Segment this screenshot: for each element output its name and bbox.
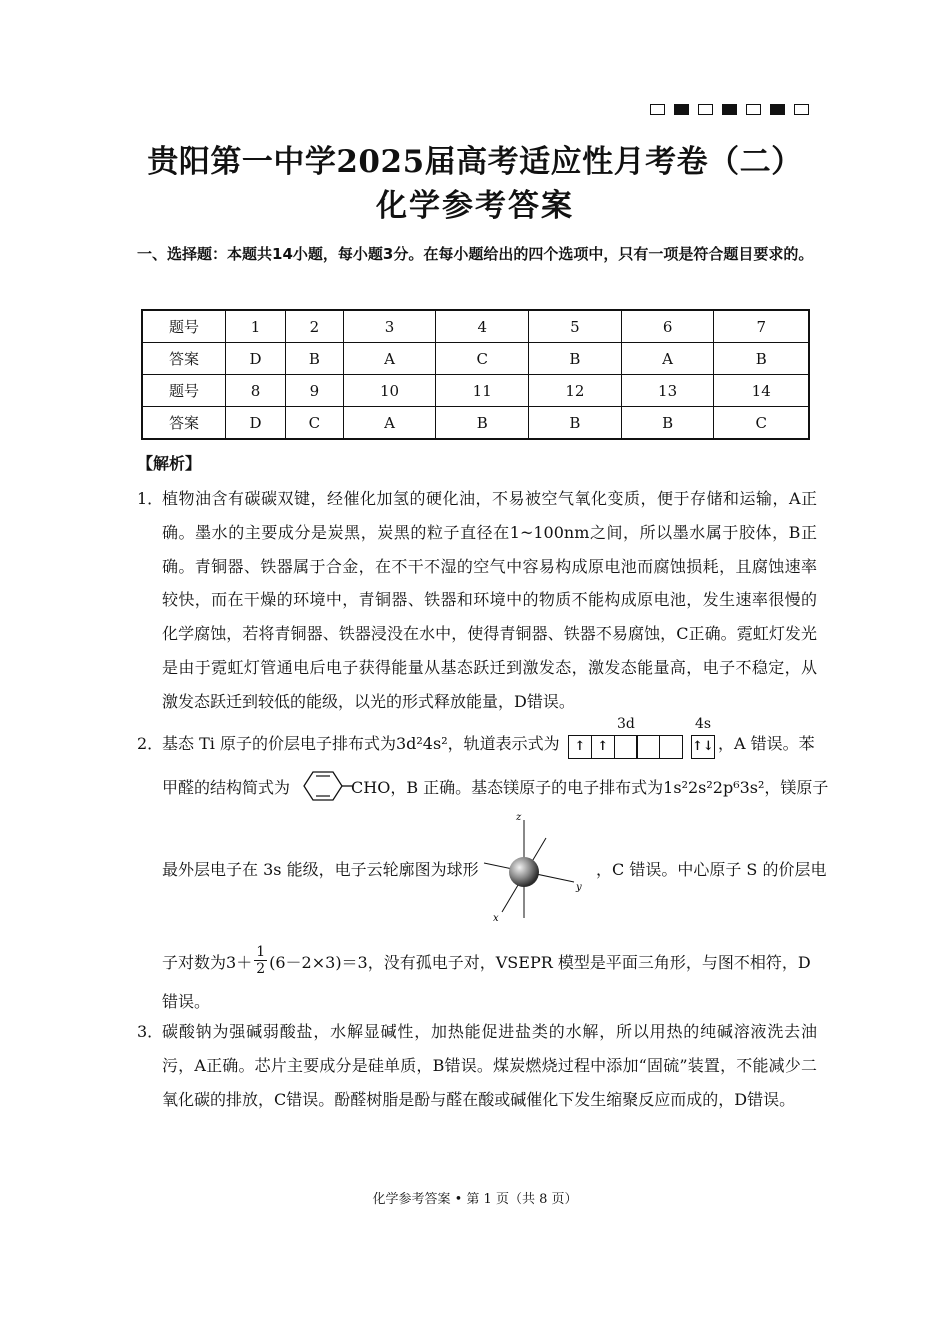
question-2-line-3 [162, 857, 479, 880]
answer-cell: B [529, 407, 622, 440]
q2-text: 错误。 [162, 992, 211, 1011]
q2-text: ，轨道表示式为 [447, 734, 560, 753]
cho-group: CHO [351, 778, 391, 797]
answer-cell: 8 [226, 375, 286, 407]
answer-cell: A [343, 343, 436, 375]
q2-text: 甲醛的结构简式为 [162, 778, 291, 797]
answer-cell: 1 [226, 310, 286, 343]
table-row [142, 310, 809, 343]
table-row [142, 375, 809, 407]
equation-part: (6－2×3)＝3 [269, 953, 368, 972]
q2-text: ，镁原子 [764, 778, 829, 797]
q2-text: 最外层电子在 3s 能级，电子云轮廓图为球形 [162, 860, 479, 879]
orbital-4s-label: 4s [695, 716, 712, 732]
axis-x-label: x [493, 913, 499, 924]
answer-cell: D [226, 343, 286, 375]
question-number: 1． [137, 489, 164, 508]
question-2-line-2b [351, 775, 828, 798]
axis-z-label: z [516, 812, 522, 823]
orbital-3d-box: ↑ [591, 735, 615, 759]
question-3-text: 碳酸钠为强碱弱酸盐，水解显碱性，加热能促进盐类的水解，所以用热的纯碱溶液洗去油污，A正确。芯片主要成分是硅单质，B错误。煤炭燃烧过程中添加“固硫”装置，不能减少二氧化碳的排放，C错误。酚醛树脂是酚与醛在酸或碱催化下发生缩聚反应而成的，D错误。 [162, 1022, 817, 1109]
table-row [142, 343, 809, 375]
orbital-3d-boxes [568, 735, 683, 759]
section-heading: 一、选择题：本题共14小题，每小题3分。在每小题给出的四个选项中，只有一项是符合题目要求的。 [137, 245, 814, 263]
benzaldehyde-ring-icon [296, 768, 352, 804]
question-2-line-2 [162, 775, 290, 798]
question-2-line-4 [162, 945, 811, 978]
row-header-cell: 答案 [142, 343, 226, 375]
answer-cell: C [436, 343, 529, 375]
question-number: 2． [137, 734, 164, 753]
question-1-text: 植物油含有碳碳双键，经催化加氢的硬化油，不易被空气氧化变质，便于存储和运输，A正确。墨水的主要成分是炭黑，炭黑的粒子直径在1~100nm之间，所以墨水属于胶体，B正确。青铜器、铁器属于合金，在不干不湿的空气中容易构成原电池而腐蚀损耗，且腐蚀速率较快，而在干燥的环境中，青铜器、铁器和环境中的物质不能构成原电池，发生速率很慢的化学腐蚀，若将青铜器、铁器浸没在水中，使得青铜器、铁器不易腐蚀，C正确。霓虹灯发光是由于霓虹灯管通电后电子获得能量从基态跃迁到激发态，激发态能量高，电子不稳定，从激发态跃迁到较低的能级，以光的形式释放能量，D错误。 [162, 489, 817, 711]
row-header-cell: 题号 [142, 375, 226, 407]
header-mark [746, 104, 761, 115]
answer-cell: 6 [621, 310, 714, 343]
answer-cell: 2 [286, 310, 344, 343]
q2-text: ，A 错误。苯 [718, 734, 815, 753]
answer-cell: 4 [436, 310, 529, 343]
q2-text: ，B 正确。基态镁原子的电子排布式为 [390, 778, 664, 797]
header-marks [650, 104, 809, 115]
header-mark [698, 104, 713, 115]
mg-config: 1s²2s²2p⁶3s² [663, 778, 765, 797]
answer-table [141, 309, 810, 440]
q2-text: ，C 错误。中心原子 S 的价层电 [596, 860, 827, 879]
orbital-4s-electrons: ↑↓ [692, 739, 714, 754]
question-1-explanation [137, 482, 817, 719]
question-3-explanation [137, 1015, 817, 1116]
answer-cell: 3 [343, 310, 436, 343]
orbital-3d-box [659, 735, 683, 759]
answer-cell: B [286, 343, 344, 375]
answer-cell: A [343, 407, 436, 440]
fraction [254, 944, 267, 977]
orbital-3d-box: ↑ [568, 735, 592, 759]
page-footer: 化学参考答案 • 第 1 页（共 8 页） [372, 1192, 578, 1207]
row-header-cell: 题号 [142, 310, 226, 343]
question-2-line-1 [162, 731, 560, 754]
answer-cell: D [226, 407, 286, 440]
header-mark [722, 104, 737, 115]
answer-cell: 10 [343, 375, 436, 407]
answer-cell: B [436, 407, 529, 440]
q2-text: 子对数为 [162, 953, 227, 972]
analysis-label: 【解析】 [137, 454, 202, 473]
ti-config: 3d²4s² [395, 734, 448, 753]
answer-cell: A [621, 343, 714, 375]
answer-cell: 9 [286, 375, 344, 407]
equation-part: 3＋ [226, 953, 253, 972]
answer-cell: 11 [436, 375, 529, 407]
answer-cell: B [621, 407, 714, 440]
header-mark [770, 104, 785, 115]
answer-cell: 7 [714, 310, 809, 343]
q2-text: ，没有孤电子对，VSEPR 模型是平面三角形，与图不相符，D [367, 953, 811, 972]
page-subtitle: 化学参考答案 [376, 188, 574, 224]
fraction-denominator: 2 [256, 961, 266, 977]
header-mark [674, 104, 689, 115]
orbital-3d-label: 3d [617, 716, 635, 732]
answer-cell: C [714, 407, 809, 440]
orbital-3d-box [636, 735, 660, 759]
answer-cell: 5 [529, 310, 622, 343]
s-orbital-sphere-icon [482, 808, 592, 926]
orbital-4s-box [691, 735, 715, 759]
q2-text: 基态 Ti 原子的价层电子排布式为 [162, 734, 396, 753]
fraction-numerator: 1 [256, 944, 266, 960]
answer-cell: B [714, 343, 809, 375]
orbital-diagram [568, 716, 718, 764]
question-number: 3． [137, 1022, 164, 1041]
row-header-cell: 答案 [142, 407, 226, 440]
answer-cell: 12 [529, 375, 622, 407]
table-row [142, 407, 809, 440]
header-mark [650, 104, 665, 115]
orbital-3d-box [614, 735, 638, 759]
answer-cell: B [529, 343, 622, 375]
header-mark [794, 104, 809, 115]
answer-cell: C [286, 407, 344, 440]
page-title: 贵阳第一中学2025届高考适应性月考卷（二） [147, 144, 803, 180]
axis-y-label: y [576, 882, 582, 893]
answer-cell: 13 [621, 375, 714, 407]
answer-cell: 14 [714, 375, 809, 407]
